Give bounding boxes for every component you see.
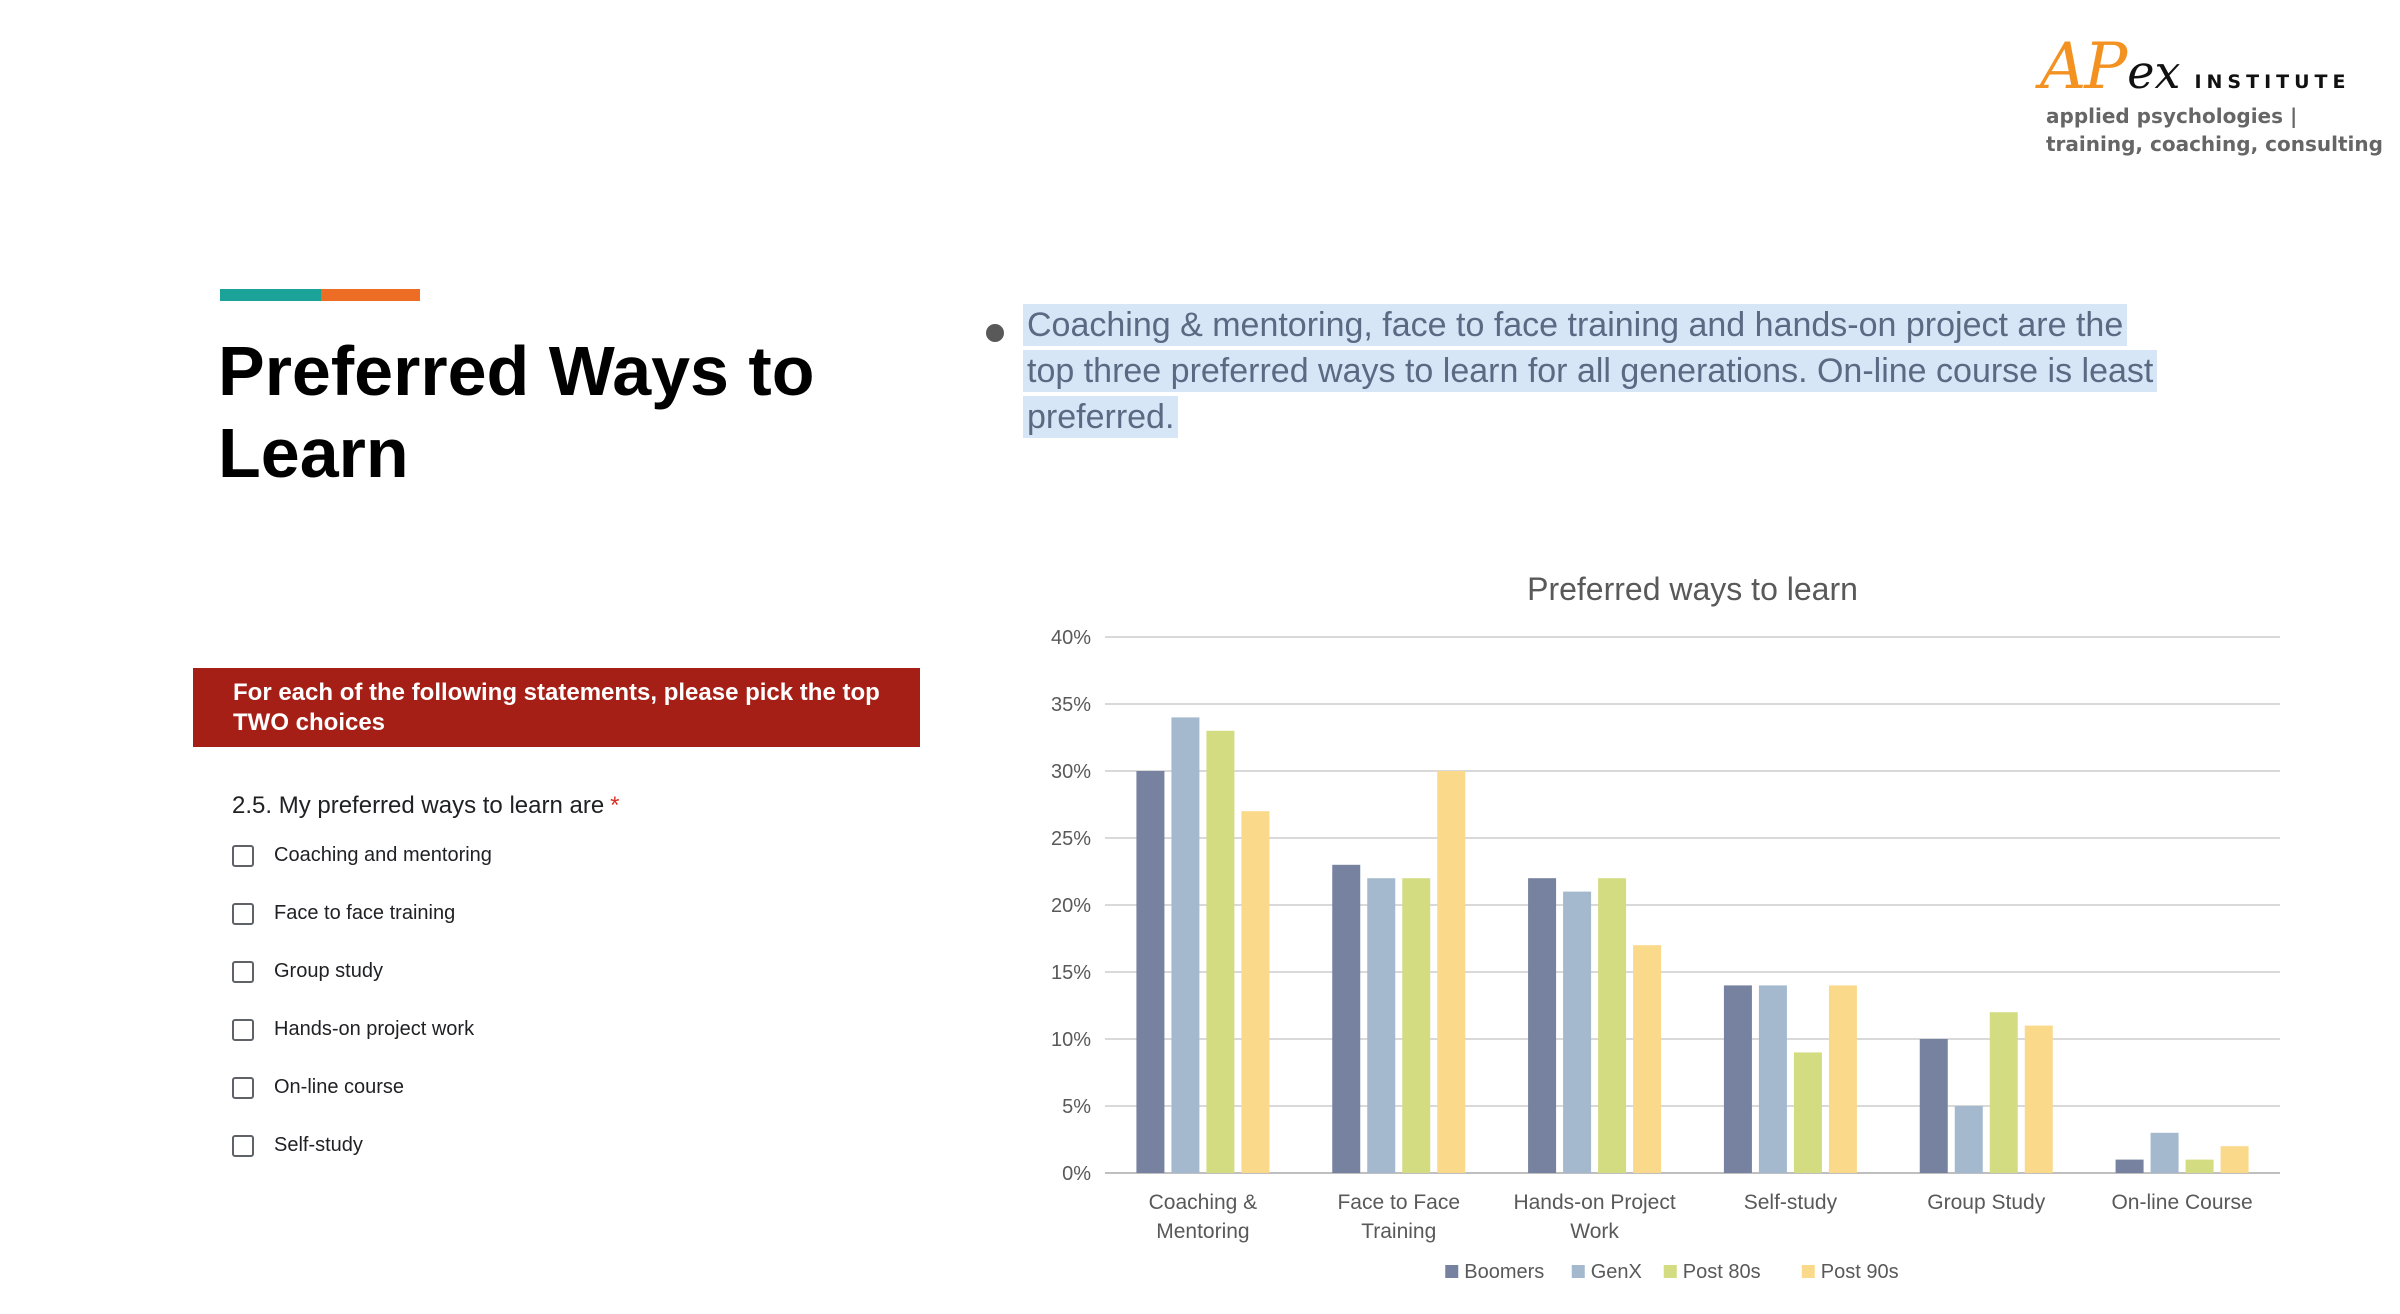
bar-genx [1563, 892, 1591, 1173]
apex-logo [2040, 30, 2383, 165]
form-section-header-text: For each of the following statements, please pick the top TWO choices [233, 679, 880, 736]
bar-boomers [1528, 878, 1556, 1173]
logo-institute: INSTITUTE [2194, 71, 2351, 93]
option-label: Face to face training [274, 902, 456, 924]
x-tick-label: Work [1570, 1220, 1619, 1243]
chart-title: Preferred ways to learn [1527, 571, 1858, 607]
y-tick-label: 35% [1050, 694, 1091, 716]
bar-post-80s [1598, 878, 1626, 1173]
checkbox[interactable] [232, 845, 254, 867]
required-asterisk: * [610, 792, 620, 819]
title-accent-bar [220, 289, 420, 301]
bar-post-80s [1206, 731, 1234, 1173]
form-section-header [193, 668, 920, 747]
logo-tagline-line-2: training, coaching, consulting [2046, 132, 2383, 156]
y-tick-label: 20% [1050, 895, 1091, 917]
legend-swatch [1572, 1265, 1585, 1278]
legend-label: Post 80s [1682, 1261, 1761, 1283]
legend-swatch [1664, 1265, 1677, 1278]
bar-post-80s [1990, 1012, 2018, 1173]
bar-boomers [2116, 1160, 2144, 1173]
y-tick-label: 15% [1050, 962, 1091, 984]
bullet-dot-icon [986, 324, 1004, 342]
bar-post-80s [1794, 1052, 1822, 1173]
x-tick-label: On-line Course [2111, 1191, 2253, 1214]
y-tick-label: 0% [1062, 1163, 1091, 1185]
y-tick-label: 40% [1050, 627, 1091, 649]
legend-swatch [1445, 1265, 1458, 1278]
x-tick-label: Group Study [1927, 1191, 2046, 1214]
legend-swatch [1802, 1265, 1815, 1278]
summary-highlighted-text: Coaching & mentoring, face to face training and hands-on project are the top three preferred ways to learn for all generations. On-line course is least preferred. [1023, 304, 2157, 438]
preferred-ways-chart [1000, 550, 2300, 1310]
bar-post-80s [2186, 1160, 2214, 1173]
bar-genx [1955, 1106, 1983, 1173]
summary-text [1023, 302, 2173, 440]
x-tick-label: Mentoring [1156, 1220, 1250, 1243]
accent-teal-segment [220, 289, 321, 301]
checkbox[interactable] [232, 1019, 254, 1041]
form-question-text: 2.5. My preferred ways to learn are [232, 792, 605, 819]
bar-boomers [1136, 771, 1164, 1173]
x-tick-label: Training [1361, 1220, 1437, 1243]
option-label: Coaching and mentoring [274, 844, 492, 866]
checkbox[interactable] [232, 1077, 254, 1099]
bar-boomers [1920, 1039, 1948, 1173]
x-tick-label: Hands-on Project [1513, 1191, 1676, 1214]
option-label: Group study [274, 960, 383, 982]
y-tick-label: 10% [1050, 1029, 1091, 1051]
bar-boomers [1724, 985, 1752, 1173]
x-tick-label: Face to Face [1337, 1191, 1461, 1214]
checkbox[interactable] [232, 1135, 254, 1157]
logo-ap: AP [2040, 30, 2126, 104]
y-tick-label: 5% [1062, 1096, 1091, 1118]
legend-label: Post 90s [1820, 1261, 1899, 1283]
y-tick-label: 30% [1050, 761, 1091, 783]
checkbox[interactable] [232, 903, 254, 925]
option-label: Self-study [274, 1134, 363, 1156]
slide-title: Preferred Ways to Learn [218, 332, 815, 492]
bar-genx [1367, 878, 1395, 1173]
accent-orange-segment [321, 289, 420, 301]
option-label: Hands-on project work [274, 1018, 475, 1040]
logo-wordmark [2040, 30, 2351, 104]
bar-genx [1171, 717, 1199, 1173]
x-tick-label: Self-study [1743, 1191, 1838, 1214]
legend-label: Boomers [1464, 1261, 1545, 1283]
bar-post-90s [1633, 945, 1661, 1173]
bar-post-90s [2025, 1026, 2053, 1173]
form-question [232, 792, 620, 820]
bar-boomers [1332, 865, 1360, 1173]
logo-ex: ex [2127, 45, 2181, 99]
bar-post-90s [1241, 811, 1269, 1173]
legend-label: GenX [1590, 1261, 1642, 1283]
x-tick-label: Coaching & [1148, 1191, 1258, 1214]
bar-post-90s [1829, 985, 1857, 1173]
bar-post-90s [1437, 771, 1465, 1173]
bar-post-90s [2221, 1146, 2249, 1173]
option-label: On-line course [274, 1076, 405, 1098]
bar-post-80s [1402, 878, 1430, 1173]
y-tick-label: 25% [1050, 828, 1091, 850]
bar-genx [1759, 985, 1787, 1173]
logo-tagline-line-1: applied psychologies | [2046, 104, 2298, 128]
logo-tagline [2046, 102, 2383, 158]
bar-genx [2151, 1133, 2179, 1173]
checkbox[interactable] [232, 961, 254, 983]
